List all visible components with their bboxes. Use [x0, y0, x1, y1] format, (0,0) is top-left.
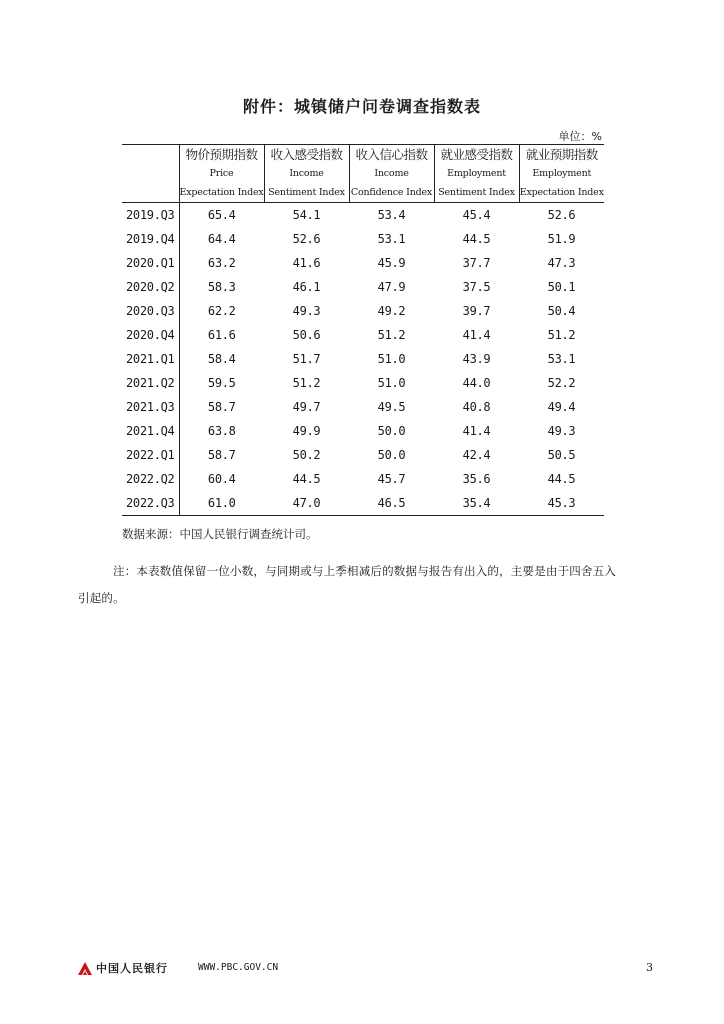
value-cell: 45.3: [547, 496, 576, 510]
value-cell: 49.5: [377, 400, 406, 414]
value-cell: 47.3: [547, 256, 576, 270]
column-header-en-line1: Price: [209, 168, 234, 179]
value-cell: 50.5: [547, 448, 576, 462]
period-cell: 2020.Q2: [122, 275, 179, 299]
column-header-en-line2: Expectation Index: [179, 187, 264, 198]
value-cell: 49.3: [292, 304, 321, 318]
value-cell: 37.7: [462, 256, 491, 270]
value-cell: 35.4: [462, 496, 491, 510]
value-cell: 46.5: [377, 496, 406, 510]
column-header-en-line1: Income: [374, 168, 409, 179]
value-cell: 44.5: [292, 472, 321, 486]
value-cell: 51.2: [547, 328, 576, 342]
pbc-logo-icon: [78, 962, 92, 975]
value-cell: 63.2: [207, 256, 236, 270]
table-row: [122, 203, 604, 228]
value-cell: 51.0: [377, 352, 406, 366]
value-cell: 41.6: [292, 256, 321, 270]
table-row: [122, 491, 604, 516]
value-cell: 59.5: [207, 376, 236, 390]
column-header: [519, 145, 604, 203]
value-cell: 51.2: [292, 376, 321, 390]
value-cell: 45.7: [377, 472, 406, 486]
period-cell: 2020.Q3: [122, 299, 179, 323]
column-header-en-line2: Sentiment Index: [438, 187, 515, 198]
value-cell: 58.7: [207, 448, 236, 462]
value-cell: 61.0: [207, 496, 236, 510]
table-row: [122, 275, 604, 299]
column-header-en-line2: Sentiment Index: [268, 187, 345, 198]
column-header-zh: 收入感受指数: [270, 147, 343, 162]
table-header-row: [122, 145, 604, 203]
column-header-en-line1: Income: [289, 168, 324, 179]
value-cell: 60.4: [207, 472, 236, 486]
table-row: [122, 299, 604, 323]
value-cell: 43.9: [462, 352, 491, 366]
table-row: [122, 467, 604, 491]
table-row: [122, 347, 604, 371]
header-corner-cell: [122, 145, 179, 203]
table-row: [122, 395, 604, 419]
page-number: 3: [646, 961, 653, 974]
column-header-en-line1: Employment: [532, 168, 592, 179]
table-body: [122, 203, 604, 516]
value-cell: 53.4: [377, 208, 406, 222]
value-cell: 46.1: [292, 280, 321, 294]
period-cell: 2021.Q2: [122, 371, 179, 395]
period-cell: 2020.Q4: [122, 323, 179, 347]
value-cell: 58.4: [207, 352, 236, 366]
column-header-en-line2: Expectation Index: [519, 187, 604, 198]
value-cell: 51.2: [377, 328, 406, 342]
period-cell: 2022.Q2: [122, 467, 179, 491]
value-cell: 49.3: [547, 424, 576, 438]
period-cell: 2022.Q3: [122, 491, 179, 516]
value-cell: 47.9: [377, 280, 406, 294]
period-cell: 2021.Q1: [122, 347, 179, 371]
value-cell: 44.5: [462, 232, 491, 246]
column-header: [264, 145, 349, 203]
value-cell: 65.4: [207, 208, 236, 222]
value-cell: 47.0: [292, 496, 321, 510]
value-cell: 49.2: [377, 304, 406, 318]
value-cell: 40.8: [462, 400, 491, 414]
column-header: [349, 145, 434, 203]
value-cell: 45.4: [462, 208, 491, 222]
column-header-en-line1: Employment: [447, 168, 506, 179]
column-header-zh: 收入信心指数: [355, 147, 428, 162]
table-row: [122, 419, 604, 443]
value-cell: 61.6: [207, 328, 236, 342]
period-cell: 2019.Q4: [122, 227, 179, 251]
value-cell: 63.8: [207, 424, 236, 438]
footer-bank-name: 中国人民银行: [96, 962, 168, 975]
value-cell: 51.0: [377, 376, 406, 390]
period-cell: 2020.Q1: [122, 251, 179, 275]
footer-url: WWW.PBC.GOV.CN: [198, 962, 279, 973]
value-cell: 39.7: [462, 304, 491, 318]
column-header: [434, 145, 519, 203]
value-cell: 41.4: [462, 328, 491, 342]
period-cell: 2021.Q4: [122, 419, 179, 443]
value-cell: 41.4: [462, 424, 491, 438]
value-cell: 50.0: [377, 424, 406, 438]
value-cell: 44.0: [462, 376, 491, 390]
period-cell: 2021.Q3: [122, 395, 179, 419]
table-row: [122, 227, 604, 251]
value-cell: 37.5: [462, 280, 491, 294]
column-header-zh: 物价预期指数: [185, 147, 258, 162]
value-cell: 58.3: [207, 280, 236, 294]
value-cell: 53.1: [377, 232, 406, 246]
value-cell: 50.4: [547, 304, 576, 318]
value-cell: 62.2: [207, 304, 236, 318]
value-cell: 49.4: [547, 400, 576, 414]
column-header: [179, 145, 264, 203]
period-cell: 2022.Q1: [122, 443, 179, 467]
value-cell: 51.9: [547, 232, 576, 246]
rounding-note: 注：本表数值保留一位小数，与同期或与上季相减后的数据与报告有出入的，主要是由于四舍五入引起的。: [78, 564, 617, 605]
footer-logo: [78, 961, 168, 975]
value-cell: 42.4: [462, 448, 491, 462]
column-header-en-line2: Confidence Index: [350, 187, 433, 198]
value-cell: 51.7: [292, 352, 321, 366]
table-row: [122, 251, 604, 275]
value-cell: 53.1: [547, 352, 576, 366]
value-cell: 50.6: [292, 328, 321, 342]
value-cell: 52.2: [547, 376, 576, 390]
value-cell: 52.6: [292, 232, 321, 246]
value-cell: 50.2: [292, 448, 321, 462]
value-cell: 49.9: [292, 424, 321, 438]
value-cell: 49.7: [292, 400, 321, 414]
value-cell: 50.1: [547, 280, 576, 294]
index-table: [122, 144, 604, 516]
value-cell: 52.6: [547, 208, 576, 222]
table-row: [122, 443, 604, 467]
value-cell: 45.9: [377, 256, 406, 270]
page-title: 附件：城镇储户问卷调查指数表: [242, 97, 481, 116]
period-cell: 2019.Q3: [122, 203, 179, 228]
table-row: [122, 323, 604, 347]
data-source-note: 数据来源：中国人民银行调查统计司。: [122, 527, 318, 541]
column-header-zh: 就业感受指数: [440, 147, 513, 162]
value-cell: 44.5: [547, 472, 576, 486]
column-header-zh: 就业预期指数: [525, 147, 598, 162]
value-cell: 50.0: [377, 448, 406, 462]
value-cell: 58.7: [207, 400, 236, 414]
value-cell: 64.4: [207, 232, 236, 246]
table-row: [122, 371, 604, 395]
value-cell: 54.1: [292, 208, 321, 222]
unit-label: 单位：%: [558, 130, 602, 143]
value-cell: 35.6: [462, 472, 491, 486]
